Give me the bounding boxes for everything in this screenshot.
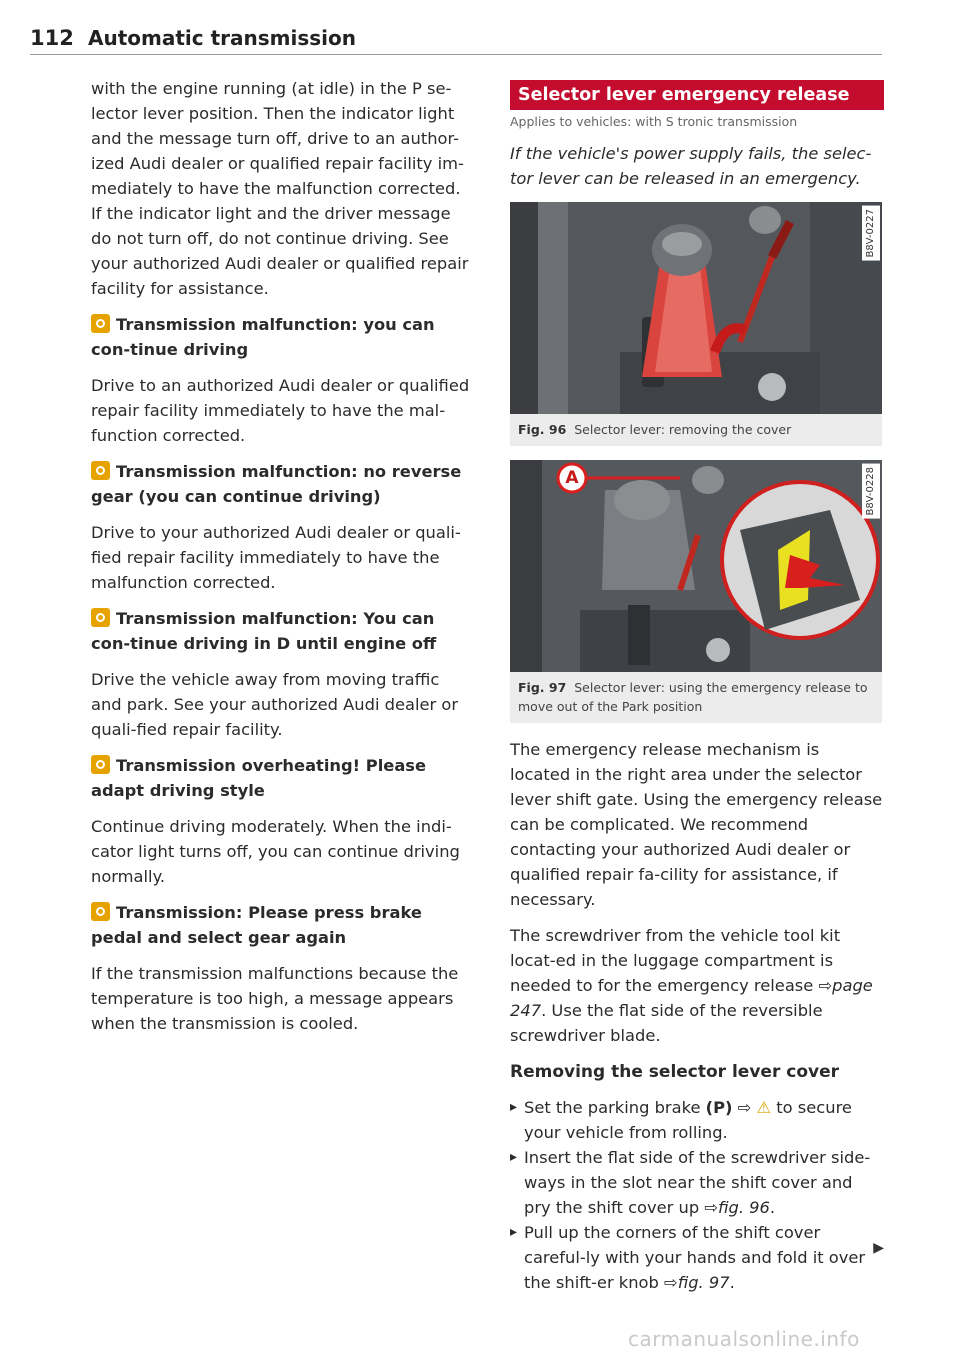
figure-96-image xyxy=(510,202,882,414)
right-column xyxy=(510,80,884,1295)
fig-96-link[interactable]: fig. 96 xyxy=(717,1198,770,1217)
applies-to-note: Applies to vehicles: with S tronic transmission xyxy=(510,114,798,129)
item-heading: Transmission overheating! Please adapt driving style xyxy=(91,756,427,800)
warning-triangle-icon: ⚠ xyxy=(756,1098,772,1117)
figure-97-caption: Fig. 97 Selector lever: using the emergency release to move out of the Park position xyxy=(518,680,868,714)
selector-lever-cover-illustration xyxy=(510,202,882,414)
item-heading: Transmission malfunction: you can con-tinue driving xyxy=(91,315,435,359)
page-header xyxy=(30,26,882,55)
transmission-warning-icon xyxy=(91,902,110,921)
section-title: Selector lever emergency release xyxy=(510,80,884,110)
page-247-link[interactable]: page 247 xyxy=(510,976,873,1020)
figure-97 xyxy=(510,460,882,723)
emergency-release-illustration xyxy=(510,460,882,672)
transmission-warning-icon xyxy=(91,608,110,627)
figure-96-code: B8V-0227 xyxy=(862,206,880,261)
arrow-right-icon: ⇨ xyxy=(704,1198,718,1217)
transmission-warning-icon xyxy=(91,461,110,480)
item-text: If the transmission malfunctions because the temperature is too high, a message appears when the transmission is cooled. xyxy=(91,964,459,1033)
arrow-right-icon: ⇨ xyxy=(737,1098,752,1117)
chapter-title: Automatic transmission xyxy=(88,26,356,50)
subheading: Removing the selector lever cover xyxy=(510,1062,840,1082)
arrow-right-icon: ⇨ xyxy=(818,976,833,995)
continued-arrow-icon: ▶ xyxy=(873,1240,884,1256)
item-text: Continue driving moderately. When the indi-cator light turns off, you can continue driving normally. xyxy=(91,817,460,886)
watermark: carmanualsonline.info xyxy=(628,1327,860,1351)
item-heading: Transmission: Please press brake pedal and select gear again xyxy=(91,903,422,947)
item-heading: Transmission malfunction: You can con-tinue driving in D until engine off xyxy=(91,609,437,653)
item-heading: Transmission malfunction: no reverse gear (you can continue driving) xyxy=(91,462,462,506)
step-2: ▸ Insert the flat side of the screwdriver side-ways in the slot near the shift cover and pry the shift cover up ⇨fig. 96. xyxy=(510,1145,884,1220)
step-3: ▸ Pull up the corners of the shift cover careful-ly with your hands and fold it over the shift-er knob ⇨fig. 97. xyxy=(510,1220,884,1295)
left-column xyxy=(91,76,471,1047)
transmission-warning-icon xyxy=(91,314,110,333)
figure-96-caption: Fig. 96 Selector lever: removing the cover xyxy=(518,422,792,437)
figure-97-image xyxy=(510,460,882,672)
figure-97-code: B8V-0228 xyxy=(862,464,880,519)
fig-97-link[interactable]: fig. 97 xyxy=(677,1273,730,1292)
item-text: Drive to an authorized Audi dealer or qualified repair facility immediately to have the mal-function corrected. xyxy=(91,376,470,445)
item-text: Drive the vehicle away from moving traffic and park. See your authorized Audi dealer or quali-fied repair facility. xyxy=(91,670,459,739)
parking-brake-icon: (P) xyxy=(705,1098,733,1117)
intro-paragraph: with the engine running (at idle) in the P se-lector lever position. Then the indicator light and the message turn off, drive to an author-ized Audi dealer or qualified repair facility im-mediately to have the malfunction corrected. If the indicator light and the driver message do not turn off, do not continue driving. See your authorized Audi dealer or qualified repair facility for assistance. xyxy=(91,79,469,298)
figure-96 xyxy=(510,202,882,446)
screwdriver-paragraph: The screwdriver from the vehicle tool kit locat-ed in the luggage compartment is needed to for the emergency release ⇨page 247. Use the flat side of the reversible screwdriver blade. xyxy=(510,926,873,1045)
arrow-right-icon: ⇨ xyxy=(664,1273,678,1292)
step-1: ▸ Set the parking brake (P) ⇨ ⚠ to secure your vehicle from rolling. xyxy=(510,1095,884,1145)
item-text: Drive to your authorized Audi dealer or quali-fied repair facility immediately to have the malfunction corrected. xyxy=(91,523,461,592)
transmission-warning-icon xyxy=(91,755,110,774)
section-intro: If the vehicle's power supply fails, the selec-tor lever can be released in an emergency. xyxy=(510,144,872,188)
callout-a-label: A xyxy=(565,468,579,488)
page-number: 112 xyxy=(30,26,74,50)
release-location-paragraph: The emergency release mechanism is located in the right area under the selector lever shift gate. Using the emergency release can be complicated. We recommend contacting your authorized Audi dealer or qualified repair fa-cility for assistance, if necessary. xyxy=(510,740,883,909)
